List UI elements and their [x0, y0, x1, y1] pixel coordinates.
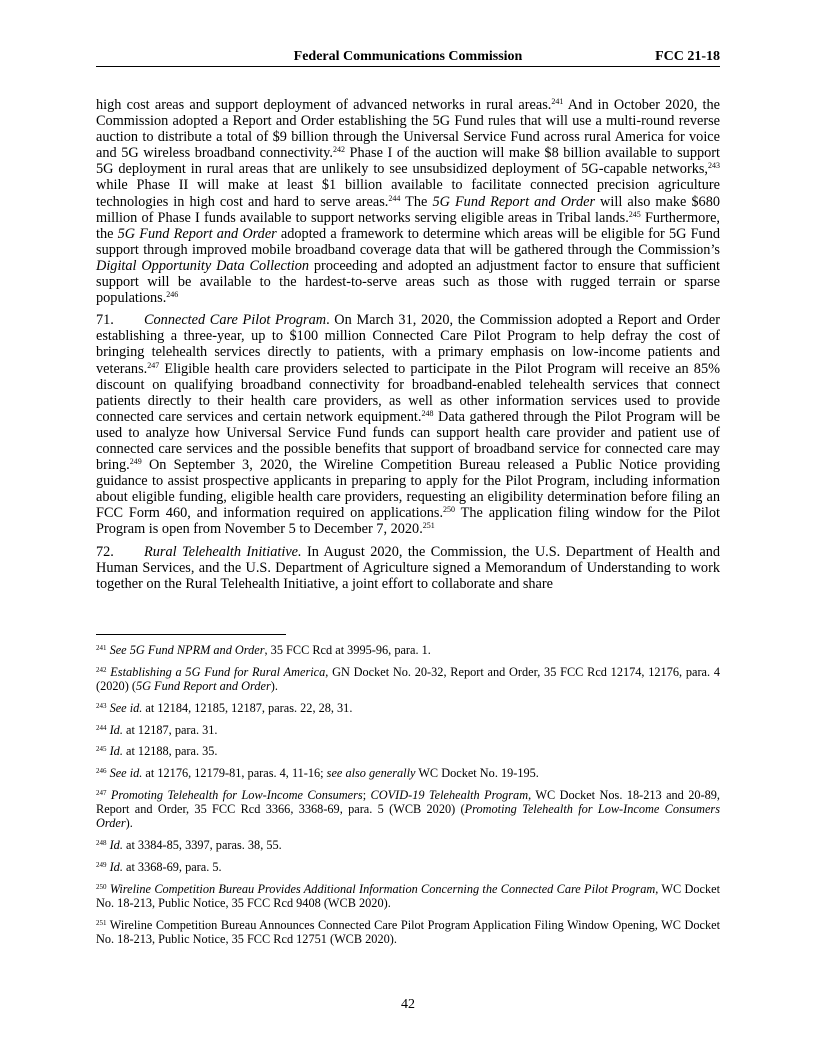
text-run-italic: Id. — [109, 744, 123, 759]
text-run-italic: See id. — [109, 700, 143, 715]
text-run-italic: Wireline Competition Bureau Provides Additional Information Concerning the Connected Care Pilot Program — [109, 881, 656, 896]
footnote-number: 242 — [96, 665, 107, 674]
text-run-italic: See id. — [109, 766, 143, 781]
text-run: high cost areas and support deployment of advanced networks in rural areas. — [96, 97, 552, 113]
paragraph-heading: Rural Telehealth Initiative. — [144, 543, 302, 560]
text-run: Data gathered through the Pilot Program will be used to analyze how Universal Service Fund funds can support health care provider and patient use of connected care services and the possible benefits that support of broadband service for connected care may bring. — [96, 408, 721, 474]
footnote-241 — [96, 643, 720, 657]
footnote-number: 249 — [96, 860, 107, 869]
footnote-ref[interactable]: 247 — [147, 360, 160, 370]
header-doc-number: FCC 21-18 — [655, 49, 720, 64]
footnote-ref[interactable]: 245 — [628, 209, 641, 219]
text-run: And in October 2020, the Commission adopted a Report and Order establishing the 5G Fund rules that will use a multi-round reverse auction to distribute a total of $9 billion through the Universal Service Fund across rural America for voice and 5G wireless broadband connectivity. — [96, 97, 720, 162]
footnote-number: 244 — [96, 723, 107, 732]
footnote-number: 250 — [96, 882, 107, 891]
footnote-number: 243 — [96, 701, 107, 710]
text-run: Eligible health care providers selected to participate in the Pilot Program will receive an 85% discount on qualifying broadband connectivity for broadband-enabled telehealth services that connect patients directly to their health care providers, as well as other information services used to provide connected care services and certain network equipment. — [96, 360, 720, 425]
text-run: at 12188, para. 35. — [122, 744, 218, 759]
text-run: at 12184, 12185, 12187, paras. 22, 28, 31. — [142, 700, 353, 715]
text-run: The application filing window for the Pilot Program is open from November 5 to December 7, 2020. — [96, 505, 720, 538]
text-run: proceeding and adopted an adjustment factor to ensure that sufficient support will be available to the hardest-to-serve areas such as those with rugged terrain or sparse populations. — [96, 257, 721, 307]
header-title: Federal Communications Commission — [293, 49, 523, 64]
text-run: at 12187, para. 31. — [122, 722, 218, 737]
footnote-number: 241 — [96, 644, 107, 652]
text-run-italic: see also generally — [326, 766, 416, 781]
text-run: Wireline Competition Bureau Announces Connected Care Pilot Program Application Filing Window Opening, WC Docket No. 18-213, Public Notice, 35 FCC Rcd 12751 (WCB 2020). — [96, 917, 720, 946]
footnote-separator — [96, 634, 286, 635]
text-run: In August 2020, the Commission, the U.S. Department of Health and Human Services, and the U.S. Department of Agriculture signed a Memorandum of Understanding to work together on the Rural Telehealth Initiative, a joint effort to collaborate and share — [96, 543, 721, 592]
text-run: . On March 31, 2020, the Commission adopted a Report and Order establishing a three-year, up to $100 million Connected Care Pilot Program to help defray the cost of bringing telehealth services directly to patients, with a primary emphasis on low-income patients and veterans. — [96, 312, 720, 377]
footnote-245 — [96, 744, 720, 758]
text-run: WC Docket No. 19-195. — [415, 766, 539, 781]
text-run: at 3368-69, para. 5. — [122, 859, 222, 874]
footnote-ref[interactable]: 249 — [129, 457, 142, 467]
text-run: The — [400, 193, 433, 210]
text-run: at 3384-85, 3397, paras. 38, 55. — [122, 838, 282, 853]
footnote-ref[interactable]: 243 — [708, 161, 720, 171]
text-run-italic: Id. — [109, 859, 123, 874]
page-header — [96, 48, 720, 67]
text-run-italic: Establishing a 5G Fund for Rural America — [110, 664, 326, 679]
footnote-250 — [96, 882, 720, 910]
paragraph-continued — [96, 97, 720, 306]
text-run-italic: Id. — [109, 838, 123, 853]
text-run-italic: Digital Opportunity Data Collection — [96, 257, 310, 274]
text-run: , GN Docket No. 20-32, Report and Order, 35 FCC Rcd 12174, 12176, para. 4 (2020) ( — [96, 664, 720, 693]
paragraph-72 — [96, 544, 720, 592]
text-run: , 35 FCC Rcd at 3995-96, para. 1. — [264, 643, 431, 657]
page-number: 42 — [401, 997, 415, 1012]
footnote-243 — [96, 701, 720, 715]
text-run: , WC Docket Nos. 18-213 and 20-89, Report and Order, 35 FCC Rcd 3366, 3368-69, para. 5 (WCB 2020) ( — [96, 787, 721, 817]
text-run: Phase I of the auction will make $8 billion available to support 5G deployment in rural areas that are unlikely to see unsubsidized deployment of 5G-capable networks, — [96, 145, 720, 178]
footnote-ref[interactable]: 246 — [166, 290, 179, 300]
paragraph-71 — [96, 312, 720, 537]
text-run: On September 3, 2020, the Wireline Competition Bureau released a Public Notice providing guidance to assist prospective applicants in preparing to apply for the Pilot Program, including information about eligible funding, eligible health care providers, requesting an eligibility determination before filing an FCC Form 460, and information required on applications. — [96, 457, 720, 522]
text-run: adopted a framework to determine which areas will be eligible for 5G Fund support through improved mobile broadband coverage data that will be gathered through the Commission’s — [96, 225, 720, 258]
footnote-number: 247 — [96, 788, 107, 797]
text-run-italic: Promoting Telehealth for Low-Income Consumers Order — [96, 802, 721, 831]
text-run-italic: Id. — [109, 722, 123, 737]
paragraph-heading: Connected Care Pilot Program — [144, 312, 327, 329]
footnote-249 — [96, 860, 720, 874]
text-run-italic: Promoting Telehealth for Low-Income Consumers — [110, 787, 363, 802]
text-run-italic: 5G Fund Report and Order — [117, 225, 277, 242]
footnote-number: 246 — [96, 767, 107, 776]
text-run-italic: 5G Fund Report and Order — [135, 679, 271, 693]
footnote-251 — [96, 918, 720, 946]
footnote-number: 245 — [96, 745, 107, 754]
footnote-246 — [96, 766, 720, 780]
paragraph-number: 71. — [96, 312, 114, 329]
footnote-number: 251 — [96, 918, 107, 927]
footnote-ref[interactable]: 242 — [332, 145, 345, 155]
text-run: ). — [270, 679, 278, 693]
footnotes — [96, 643, 720, 954]
text-run-italic: 5G Fund Report and Order — [432, 193, 596, 210]
text-run: will also make $680 million of Phase I funds available to support networks serving eligible areas in Tribal lands. — [96, 193, 720, 226]
footnote-ref[interactable]: 248 — [421, 408, 434, 418]
text-run-italic: See 5G Fund NPRM and Order — [109, 643, 265, 657]
footnote-ref[interactable]: 244 — [388, 193, 401, 203]
footnote-244 — [96, 723, 720, 737]
document-body — [96, 97, 720, 598]
footnote-242 — [96, 665, 720, 693]
text-run: ). — [125, 816, 133, 831]
text-run: while Phase II will make at least $1 billion available to facilitate connected precision agriculture technologies in high cost and hard to serve areas. — [96, 177, 720, 210]
text-run: ; — [362, 787, 371, 802]
text-run: at 12176, 12179-81, paras. 4, 11-16; — [142, 766, 327, 781]
text-run: Furthermore, the — [96, 209, 720, 242]
paragraph-number: 72. — [96, 543, 114, 560]
footnote-ref[interactable]: 241 — [551, 97, 564, 106]
footnote-248 — [96, 838, 720, 852]
text-run-italic: COVID-19 Telehealth Program — [370, 787, 529, 802]
text-run: , WC Docket No. 18-213, Public Notice, 35 FCC Rcd 9408 (WCB 2020). — [96, 881, 721, 910]
footnote-number: 248 — [96, 839, 107, 848]
footnote-247 — [96, 788, 720, 831]
footnote-ref[interactable]: 250 — [443, 505, 456, 515]
footnote-ref[interactable]: 251 — [422, 521, 435, 531]
